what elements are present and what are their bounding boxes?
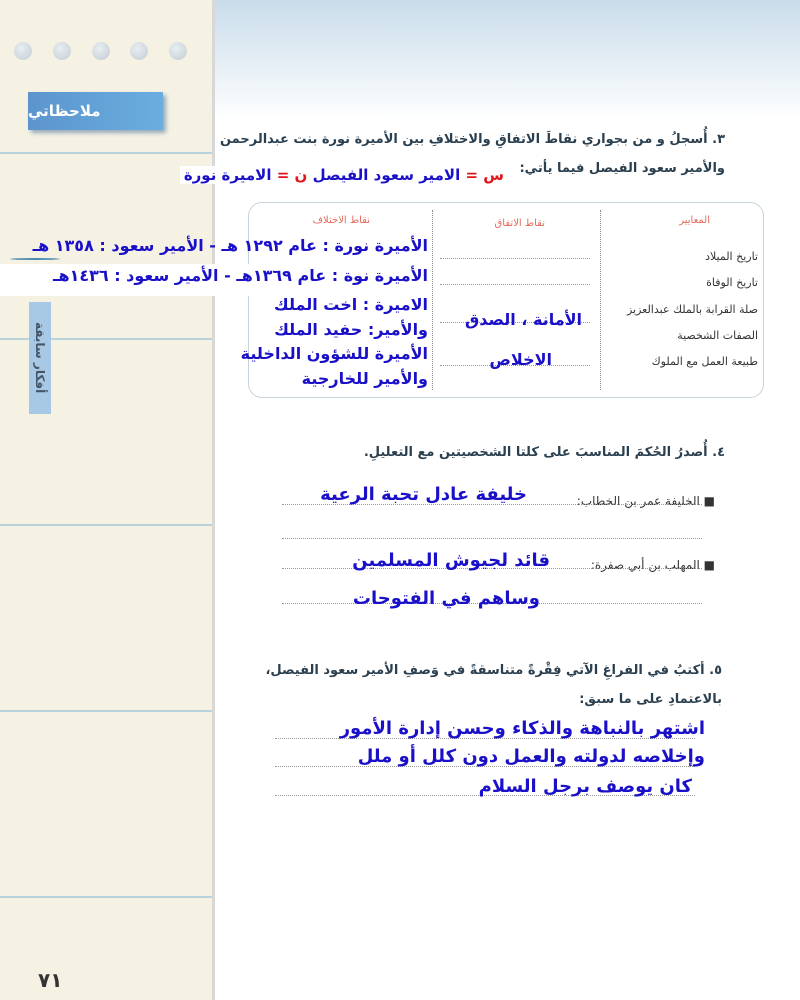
q5-line2: بالاعتمادِ على ما سبق: — [579, 692, 722, 707]
q5-line1: ٥. أكتبُ في الفراغِ الآتي فِقْرةً متناسقةً في وَصفِ الأمير سعود الفيصل، — [265, 663, 722, 678]
legend-s-name: الامير سعود الفيصل — [312, 166, 461, 184]
legend-s-letter: س — [483, 166, 504, 184]
difference-answer: الأميرة نورة : عام ١٢٩٢ هـ - الأمير سعود : ١٣٥٨ هـ — [32, 236, 428, 255]
criteria-cell: الصفات الشخصية — [677, 329, 758, 342]
criteria-cell: طبيعة العمل مع الملوك — [651, 355, 758, 368]
underline-stroke — [10, 258, 60, 260]
binder-hole — [53, 42, 71, 60]
legend-n-name: الاميرة نورة — [183, 166, 272, 184]
legend-eq: = — [276, 166, 290, 184]
column-divider — [600, 210, 601, 390]
difference-answer: الأميرة للشؤون الداخلية — [240, 344, 428, 363]
q4-item-label: ■ الخليفة عمر بن الخطاب: — [576, 494, 715, 508]
q3-line2: والأمير سعود الفيصل فيما يأتي: — [519, 161, 725, 176]
answer-line — [440, 258, 590, 259]
q4-answer: وساهم في الفتوحات — [352, 588, 540, 609]
notes-sidebar — [0, 0, 215, 1000]
agreement-answer: الأمانة ، الصدق — [464, 310, 582, 329]
header-gradient — [215, 0, 800, 120]
criteria-cell: تاريخ الوفاة — [706, 276, 758, 289]
binder-hole — [130, 42, 148, 60]
header-criteria: المعايير — [679, 215, 710, 226]
difference-answer: والأمير: حفيد الملك — [274, 320, 428, 339]
header-agreement: نقاط الاتفاق — [494, 218, 545, 229]
item-label-text: الخليفة عمر بن الخطاب: — [576, 494, 700, 508]
header-difference: نقاط الاختلاف — [312, 215, 370, 226]
agreement-answer: الاخلاص — [489, 350, 552, 369]
q4-answer: خليفة عادل تحبة الرعية — [320, 484, 527, 505]
binder-hole — [14, 42, 32, 60]
q4-title: ٤. أُصدرُ الحُكمَ المناسبَ على كلتا الشخصيتين مع التعليلِ. — [363, 445, 725, 460]
difference-answer: والأمير للخارجية — [301, 369, 428, 388]
column-divider — [432, 210, 433, 390]
q5-answer: وإخلاصه لدولته والعمل دون كلل أو ملل — [357, 746, 705, 767]
page-number: ٧١ — [38, 968, 63, 992]
binder-hole — [92, 42, 110, 60]
legend-n-letter: ن — [294, 166, 308, 184]
q4-item-label: ■ المهلب بن أبي صفرة: — [590, 558, 715, 572]
answer-line — [440, 284, 590, 285]
difference-answer: الاميرة : اخت الملك — [274, 295, 428, 314]
binder-hole — [169, 42, 187, 60]
criteria-cell: تاريخ الميلاد — [705, 250, 758, 263]
difference-answer: الأميرة نوة : عام ١٣٦٩هـ - الأمير سعود : ١٤٣٦هـ — [53, 266, 428, 285]
q5-answer: اشتهر بالنباهة والذكاء وحسن إدارة الأمور — [339, 718, 705, 739]
legend — [180, 166, 508, 184]
q4-answer: قائد لجيوش المسلمين — [352, 550, 550, 571]
legend-eq: = — [465, 166, 479, 184]
side-tab-label: أفكار سابقة — [29, 302, 51, 414]
q5-answer: كان يوصف برجل السلام — [478, 776, 692, 797]
criteria-cell: صلة القرابة بالملك عبدالعزيز — [626, 303, 758, 316]
notes-label: ملاحظاتي — [28, 92, 163, 130]
answer-line — [282, 538, 702, 539]
q3-line1: ٣. أُسجلُ و من بجواري نقاطَ الاتفاقِ والاختلافِ بين الأميرة نورة بنت عبدالرحمن — [219, 132, 725, 147]
item-label-text: المهلب بن أبي صفرة: — [590, 558, 700, 572]
